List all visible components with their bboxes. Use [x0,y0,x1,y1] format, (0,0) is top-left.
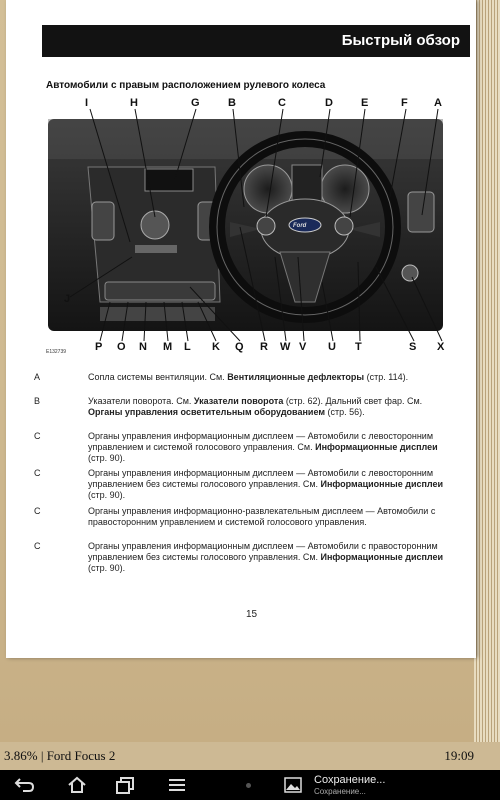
home-icon[interactable] [66,775,88,795]
callout-label: D [325,97,333,109]
callout-label: K [212,341,220,353]
description-item: A Сопла системы вентиляции. См. Вентиляционные дефлекторы (стр. 114). [34,372,409,382]
notification-subtitle: Сохранение... [314,787,366,796]
callout-label: F [401,97,408,109]
cross-reference: Органы управления осветительным оборудованием [88,407,325,417]
description-letter: C [34,506,41,516]
description-letter: A [34,372,41,382]
callout-label: T [355,341,362,353]
callout-label: E [361,97,369,109]
recent-apps-icon[interactable] [114,775,136,795]
system-navigation-bar [0,770,500,800]
section-title-bar [42,25,470,57]
reader-status-bar [0,742,500,770]
figure-code: E132739 [46,349,67,355]
callout-label: Q [235,341,244,353]
page-title: Быстрый обзор [341,32,460,49]
image-icon [284,776,302,794]
callout-label: B [228,97,236,109]
callout-label: R [260,341,268,353]
dashboard-illustration [40,97,450,365]
description-letter: C [34,541,41,551]
callout-label: L [184,341,191,353]
dashboard-figure [40,97,450,365]
callout-label: S [409,341,417,353]
menu-icon[interactable] [166,775,188,795]
cross-reference: Информационные дисплеи [315,442,438,452]
callout-label: P [95,341,103,353]
saving-notification[interactable] [282,772,492,798]
page-number: 15 [246,609,258,620]
cross-reference: Информационные дисплеи [320,479,444,489]
description-item: C Органы управления информационным дисплеем — Автомобили с левосторонним управлением без системы голосового управления. См. Информационные дисплеи (стр. 90). [34,468,444,500]
callout-label: O [117,341,126,353]
book-page-edges [474,0,500,742]
callout-label: J [64,293,71,305]
callout-label: I [85,97,89,109]
description-letter: C [34,468,41,478]
back-icon[interactable] [14,775,36,795]
book-page[interactable] [6,0,476,658]
description-item: C Органы управления информационным дисплеем — Автомобили с правосторонним управлением без системы голосового управления. См. Информационные дисплеи (стр. 90). [34,541,444,573]
callout-label: G [191,97,200,109]
dot-icon [246,783,251,788]
callout-label: V [299,341,307,353]
cross-reference: Информационные дисплеи [320,552,444,562]
callout-label: M [163,341,173,353]
notification-title: Сохранение... [314,774,386,786]
book-title: Ford Focus 2 [46,748,116,763]
callout-label: A [434,97,442,109]
ford-logo: Ford [293,223,307,229]
description-letter: C [34,431,41,441]
cross-reference: Указатели поворота [193,396,284,406]
description-item: C Органы управления информационным дисплеем — Автомобили с левосторонним управлением и системой голосового управления. См. Информационные дисплеи (стр. 90). [34,431,438,463]
section-heading: Автомобили с правым расположением рулевого колеса [46,80,326,91]
callout-label: H [130,97,138,109]
description-letter: B [34,396,41,406]
cross-reference: Вентиляционные дефлекторы [227,372,365,382]
callout-label: U [328,341,336,353]
description-item: C Органы управления информационно-развлекательным дисплеем — Автомобили с правосторонним управлением и системой голосового управления. [34,506,436,527]
callout-label: W [280,341,291,353]
reading-progress[interactable]: 3.86% | Ford Focus 2 [4,748,116,763]
callout-label: C [278,97,286,109]
reader-clock: 19:09 [444,748,474,763]
callout-label: N [139,341,147,353]
callout-label: X [437,341,445,353]
description-item: B Указатели поворота. См. Указатели поворота (стр. 62). Дальний свет фар. См. Органы управления осветительным оборудованием (стр. 56). [34,396,423,417]
